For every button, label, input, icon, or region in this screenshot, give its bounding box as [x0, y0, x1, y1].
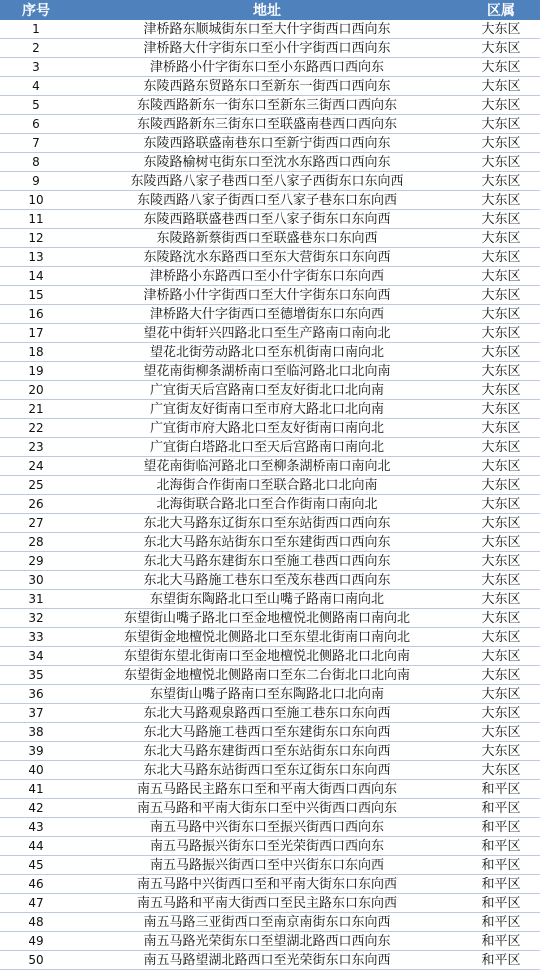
- row-index: 38: [0, 723, 72, 742]
- table-row: [0, 438, 540, 457]
- table-row: [0, 780, 540, 799]
- row-address: 东陵西路新东一街东口至新东三街西口西向东: [72, 96, 462, 115]
- row-index: 48: [0, 913, 72, 932]
- row-address: 北海街合作街南口至联合路北口北向南: [72, 476, 462, 495]
- row-district: 大东区: [462, 457, 540, 476]
- row-district: 大东区: [462, 96, 540, 115]
- row-district: 大东区: [462, 495, 540, 514]
- table-row: [0, 229, 540, 248]
- row-address: 南五马路望湖北路西口至光荣街东口东向西: [72, 951, 462, 970]
- table-row: [0, 267, 540, 286]
- row-address: 津桥路小什字街西口至大什字街东口东向西: [72, 286, 462, 305]
- row-index: 34: [0, 647, 72, 666]
- row-district: 大东区: [462, 571, 540, 590]
- row-address: 南五马路和平南大街东口至中兴街西口西向东: [72, 799, 462, 818]
- row-district: 大东区: [462, 77, 540, 96]
- table-body: [0, 20, 540, 970]
- table-row: [0, 571, 540, 590]
- row-district: 大东区: [462, 191, 540, 210]
- row-address: 广宜街市府大路北口至友好街南口南向北: [72, 419, 462, 438]
- row-index: 30: [0, 571, 72, 590]
- row-address: 东陵路榆树屯街东口至沈水东路西口西向东: [72, 153, 462, 172]
- table-row: [0, 837, 540, 856]
- row-district: 和平区: [462, 951, 540, 970]
- row-district: 大东区: [462, 305, 540, 324]
- row-address: 东望街山嘴子路南口至东陶路北口北向南: [72, 685, 462, 704]
- table-row: [0, 457, 540, 476]
- row-district: 大东区: [462, 476, 540, 495]
- row-address: 东望街金地檀悦北侧路北口至东望北街南口南向北: [72, 628, 462, 647]
- row-address: 南五马路振兴街东口至光荣街西口西向东: [72, 837, 462, 856]
- table-row: [0, 685, 540, 704]
- row-district: 大东区: [462, 134, 540, 153]
- row-district: 大东区: [462, 742, 540, 761]
- table-row: [0, 210, 540, 229]
- row-address: 津桥路大什字街西口至德增街东口东向西: [72, 305, 462, 324]
- header-row: [0, 0, 540, 20]
- row-district: 大东区: [462, 343, 540, 362]
- row-district: 大东区: [462, 58, 540, 77]
- row-index: 47: [0, 894, 72, 913]
- row-index: 26: [0, 495, 72, 514]
- table-row: [0, 115, 540, 134]
- row-index: 21: [0, 400, 72, 419]
- table-row: [0, 134, 540, 153]
- row-address: 东望街东陶路北口至山嘴子路南口南向北: [72, 590, 462, 609]
- table-row: [0, 58, 540, 77]
- row-district: 大东区: [462, 286, 540, 305]
- row-index: 46: [0, 875, 72, 894]
- row-address: 东北大马路东建街西口至东站街东口东向西: [72, 742, 462, 761]
- row-district: 大东区: [462, 172, 540, 191]
- row-address: 望花南街柳条湖桥南口至临河路北口北向南: [72, 362, 462, 381]
- row-address: 东陵西路联盛巷西口至八家子街东口东向西: [72, 210, 462, 229]
- row-district: 和平区: [462, 837, 540, 856]
- header-index: 序号: [0, 0, 72, 20]
- row-district: 大东区: [462, 590, 540, 609]
- row-address: 东陵路沈水东路西口至东大营街东口东向西: [72, 248, 462, 267]
- row-index: 14: [0, 267, 72, 286]
- row-address: 望花北街劳动路北口至东机街南口南向北: [72, 343, 462, 362]
- row-address: 东陵路新蔡街西口至联盛巷东口东向西: [72, 229, 462, 248]
- row-district: 大东区: [462, 761, 540, 780]
- table-row: [0, 628, 540, 647]
- row-address: 望花中街轩兴四路北口至生产路南口南向北: [72, 324, 462, 343]
- row-index: 20: [0, 381, 72, 400]
- row-address: 南五马路振兴街西口至中兴街东口东向西: [72, 856, 462, 875]
- table-row: [0, 39, 540, 58]
- table-row: [0, 533, 540, 552]
- row-index: 27: [0, 514, 72, 533]
- row-index: 8: [0, 153, 72, 172]
- row-index: 28: [0, 533, 72, 552]
- row-district: 和平区: [462, 875, 540, 894]
- row-district: 和平区: [462, 932, 540, 951]
- row-district: 大东区: [462, 666, 540, 685]
- row-index: 41: [0, 780, 72, 799]
- row-district: 大东区: [462, 20, 540, 39]
- row-district: 大东区: [462, 438, 540, 457]
- row-index: 13: [0, 248, 72, 267]
- row-index: 25: [0, 476, 72, 495]
- row-address: 东北大马路东站街东口至东建街西口西向东: [72, 533, 462, 552]
- row-district: 大东区: [462, 533, 540, 552]
- row-district: 和平区: [462, 856, 540, 875]
- table-row: [0, 590, 540, 609]
- table-row: [0, 324, 540, 343]
- row-district: 大东区: [462, 400, 540, 419]
- row-district: 大东区: [462, 39, 540, 58]
- row-address: 南五马路和平南大街西口至民主路东口东向西: [72, 894, 462, 913]
- table-row: [0, 476, 540, 495]
- header-address: 地址: [72, 0, 462, 20]
- row-index: 2: [0, 39, 72, 58]
- row-address: 东北大马路东辽街东口至东站街西口西向东: [72, 514, 462, 533]
- row-address: 津桥路东顺城街东口至大什字街西口西向东: [72, 20, 462, 39]
- table-row: [0, 932, 540, 951]
- table-row: [0, 951, 540, 970]
- table-row: [0, 419, 540, 438]
- row-index: 6: [0, 115, 72, 134]
- row-index: 11: [0, 210, 72, 229]
- table-row: [0, 552, 540, 571]
- row-address: 东望街山嘴子路北口至金地檀悦北侧路南口南向北: [72, 609, 462, 628]
- row-index: 32: [0, 609, 72, 628]
- row-index: 31: [0, 590, 72, 609]
- table-row: [0, 77, 540, 96]
- row-address: 广宜街白塔路北口至天后宫路南口南向北: [72, 438, 462, 457]
- table-row: [0, 191, 540, 210]
- row-index: 37: [0, 704, 72, 723]
- row-address: 东北大马路施工巷东口至茂东巷西口西向东: [72, 571, 462, 590]
- row-address: 东北大马路东建街东口至施工巷西口西向东: [72, 552, 462, 571]
- row-index: 45: [0, 856, 72, 875]
- table-row: [0, 248, 540, 267]
- row-address: 北海街联合路北口至合作街南口南向北: [72, 495, 462, 514]
- row-district: 大东区: [462, 514, 540, 533]
- row-district: 和平区: [462, 799, 540, 818]
- row-district: 大东区: [462, 229, 540, 248]
- row-index: 23: [0, 438, 72, 457]
- row-address: 东陵西路联盛南巷东口至新宁街西口西向东: [72, 134, 462, 153]
- table-row: [0, 381, 540, 400]
- row-index: 49: [0, 932, 72, 951]
- row-address: 东陵西路东贸路东口至新东一街西口西向东: [72, 77, 462, 96]
- row-district: 大东区: [462, 210, 540, 229]
- row-index: 18: [0, 343, 72, 362]
- row-address: 东北大马路施工巷西口至东建街东口东向西: [72, 723, 462, 742]
- row-district: 大东区: [462, 628, 540, 647]
- row-index: 16: [0, 305, 72, 324]
- row-address: 津桥路小什字街东口至小东路西口西向东: [72, 58, 462, 77]
- table-row: [0, 799, 540, 818]
- row-index: 17: [0, 324, 72, 343]
- table-row: [0, 875, 540, 894]
- row-district: 大东区: [462, 647, 540, 666]
- row-index: 15: [0, 286, 72, 305]
- table-row: [0, 761, 540, 780]
- row-address: 东北大马路观泉路西口至施工巷东口东向西: [72, 704, 462, 723]
- row-address: 东陵西路新东三街东口至联盛南巷西口西向东: [72, 115, 462, 134]
- table-row: [0, 894, 540, 913]
- row-address: 东望街东望北街南口至金地檀悦北侧路北口北向南: [72, 647, 462, 666]
- row-address: 广宜街天后宫路南口至友好街北口北向南: [72, 381, 462, 400]
- row-district: 大东区: [462, 267, 540, 286]
- table-row: [0, 723, 540, 742]
- row-district: 大东区: [462, 362, 540, 381]
- row-district: 和平区: [462, 780, 540, 799]
- table-row: [0, 647, 540, 666]
- row-index: 36: [0, 685, 72, 704]
- table-row: [0, 153, 540, 172]
- row-district: 大东区: [462, 115, 540, 134]
- row-address: 南五马路三亚街西口至南京南街东口东向西: [72, 913, 462, 932]
- row-index: 12: [0, 229, 72, 248]
- row-address: 东陵西路八家子街西口至八家子巷东口东向西: [72, 191, 462, 210]
- row-address: 南五马路中兴街西口至和平南大街东口东向西: [72, 875, 462, 894]
- table-row: [0, 742, 540, 761]
- row-index: 42: [0, 799, 72, 818]
- row-district: 大东区: [462, 609, 540, 628]
- row-district: 大东区: [462, 248, 540, 267]
- row-index: 39: [0, 742, 72, 761]
- row-address: 南五马路光荣街东口至望湖北路西口西向东: [72, 932, 462, 951]
- table-row: [0, 666, 540, 685]
- row-index: 5: [0, 96, 72, 115]
- table-row: [0, 818, 540, 837]
- table-header: [0, 0, 540, 20]
- row-index: 4: [0, 77, 72, 96]
- row-district: 大东区: [462, 419, 540, 438]
- row-index: 29: [0, 552, 72, 571]
- row-district: 大东区: [462, 723, 540, 742]
- row-index: 7: [0, 134, 72, 153]
- header-district: 区属: [462, 0, 540, 20]
- table-row: [0, 20, 540, 39]
- row-district: 大东区: [462, 704, 540, 723]
- row-address: 广宜街友好街南口至市府大路北口北向南: [72, 400, 462, 419]
- row-district: 和平区: [462, 913, 540, 932]
- row-index: 50: [0, 951, 72, 970]
- row-address: 东北大马路东站街西口至东辽街东口东向西: [72, 761, 462, 780]
- row-address: 望花南街临河路北口至柳条湖桥南口南向北: [72, 457, 462, 476]
- row-index: 40: [0, 761, 72, 780]
- row-address: 津桥路大什字街东口至小什字街西口西向东: [72, 39, 462, 58]
- row-district: 大东区: [462, 381, 540, 400]
- row-index: 3: [0, 58, 72, 77]
- table-row: [0, 362, 540, 381]
- row-index: 43: [0, 818, 72, 837]
- row-district: 大东区: [462, 552, 540, 571]
- table-row: [0, 913, 540, 932]
- table-row: [0, 343, 540, 362]
- row-address: 南五马路民主路东口至和平南大街西口西向东: [72, 780, 462, 799]
- row-index: 10: [0, 191, 72, 210]
- table-row: [0, 704, 540, 723]
- table-row: [0, 514, 540, 533]
- table-row: [0, 172, 540, 191]
- row-index: 24: [0, 457, 72, 476]
- row-index: 35: [0, 666, 72, 685]
- table-row: [0, 495, 540, 514]
- row-district: 大东区: [462, 324, 540, 343]
- table-row: [0, 609, 540, 628]
- row-district: 和平区: [462, 894, 540, 913]
- row-index: 1: [0, 20, 72, 39]
- row-address: 南五马路中兴街东口至振兴街西口西向东: [72, 818, 462, 837]
- row-address: 东望街金地檀悦北侧路南口至东二台街北口北向南: [72, 666, 462, 685]
- table-row: [0, 400, 540, 419]
- row-index: 44: [0, 837, 72, 856]
- row-address: 津桥路小东路西口至小什字街东口东向西: [72, 267, 462, 286]
- table-row: [0, 305, 540, 324]
- table-row: [0, 286, 540, 305]
- row-index: 22: [0, 419, 72, 438]
- row-district: 大东区: [462, 153, 540, 172]
- row-index: 33: [0, 628, 72, 647]
- row-index: 9: [0, 172, 72, 191]
- row-district: 大东区: [462, 685, 540, 704]
- row-address: 东陵西路八家子巷西口至八家子西街东口东向西: [72, 172, 462, 191]
- table-row: [0, 856, 540, 875]
- row-index: 19: [0, 362, 72, 381]
- row-district: 和平区: [462, 818, 540, 837]
- table-row: [0, 96, 540, 115]
